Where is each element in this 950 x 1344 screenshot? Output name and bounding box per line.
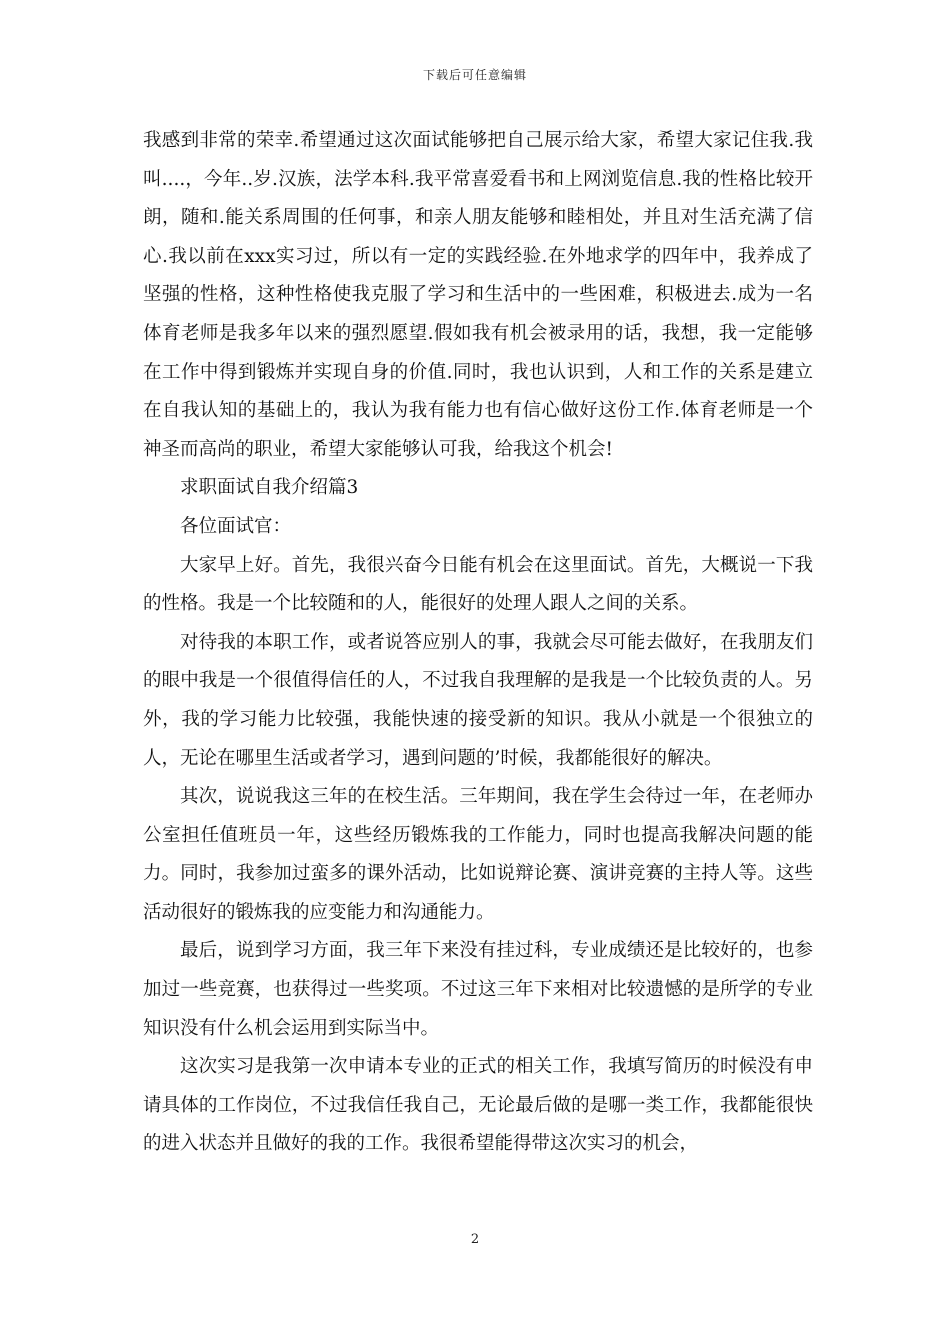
paragraph-campus-life: 其次，说说我这三年的在校生活。三年期间，我在学生会待过一年，在老师办公室担任值班员一年，这些经历锻炼我的工作能力，同时也提高我解决问题的能力。同时，我参加过蛮多的课外活动，比如说辩论赛、演讲竞赛的主持人等。这些活动很好的锻炼我的应变能力和沟通能力。 [143, 786, 813, 923]
page-number: 2 [470, 1232, 480, 1247]
paragraph-greeting: 大家早上好。首先，我很兴奋今日能有机会在这里面试。首先，大概说一下我的性格。我是一个比较随和的人，能很好的处理人跟人之间的关系。 [143, 554, 813, 615]
paragraph-study: 最后，说到学习方面，我三年下来没有挂过科，专业成绩还是比较好的，也参加过一些竞赛，也获得过一些奖项。不过这三年下来相对比较遗憾的是所学的专业知识没有什么机会运用到实际当中。 [143, 940, 813, 1039]
document-body [143, 122, 813, 1164]
paragraph-internship: 这次实习是我第一次申请本专业的正式的相关工作，我填写简历的时候没有申请具体的工作岗位，不过我信任我自己，无论最后做的是哪一类工作，我都能很快的进入状态并且做好的我的工作。我很希望能得带这次实习的机会， [143, 1056, 813, 1155]
section-heading: 求职面试自我介绍篇3 [180, 477, 359, 499]
paragraph-intro-continued: 我感到非常的荣幸.希望通过这次面试能够把自己展示给大家，希望大家记住我.我叫....，今年..岁.汉族，法学本科.我平常喜爱看书和上网浏览信息.我的性格比较开朗，随和.能关系周围的任何事，和亲人朋友能够和睦相处，并且对生活充满了信心.我以前在xxx实习过，所以有一定的实践经验.在外地求学的四年中，我养成了坚强的性格，这种性格使我克服了学习和生活中的一些困难，积极进去.成为一名体育老师是我多年以来的强烈愿望.假如我有机会被录用的话，我想，我一定能够在工作中得到锻炼并实现自身的价值.同时，我也认识到，人和工作的关系是建立在自我认知的基础上的，我认为我有能力也有信心做好这份工作.体育老师是一个神圣而高尚的职业，希望大家能够认可我，给我这个机会! [143, 130, 813, 460]
salutation: 各位面试官： [180, 515, 292, 537]
page-header: 下载后可任意编辑 [422, 68, 527, 82]
paragraph-work-attitude: 对待我的本职工作，或者说答应别人的事，我就会尽可能去做好，在我朋友们的眼中我是一个很值得信任的人，不过我自我理解的是我是一个比较负责的人。另外，我的学习能力比较强，我能快速的接受新的知识。我从小就是一个很独立的人，无论在哪里生活或者学习，遇到问题的’时候，我都能很好的解决。 [143, 631, 813, 769]
